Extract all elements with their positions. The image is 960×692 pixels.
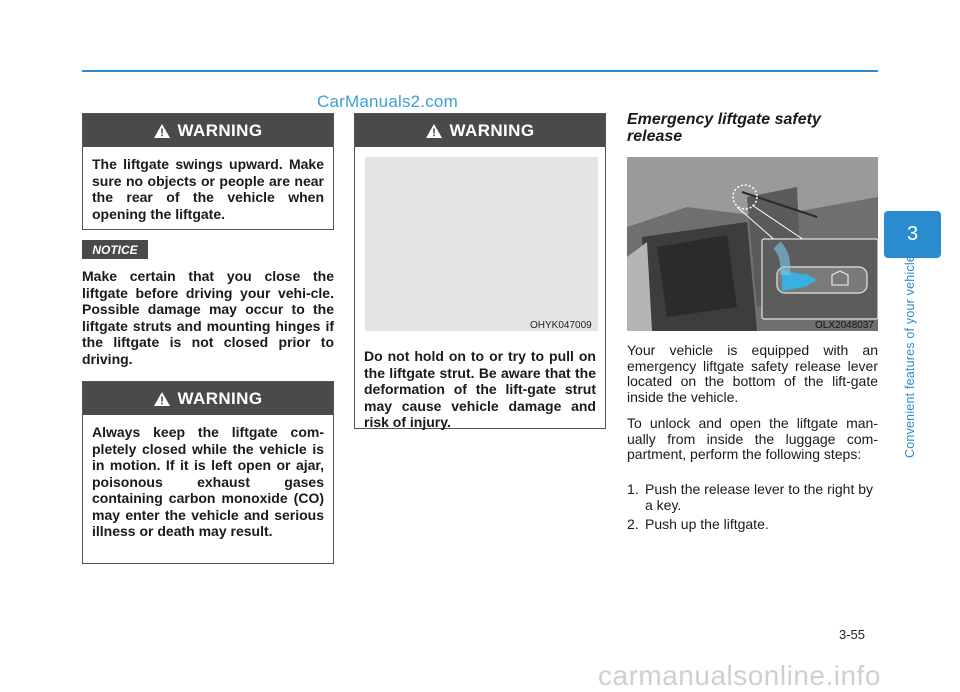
step-text: Push the release lever to the right by a key.	[645, 481, 874, 513]
warning-box-keep-closed	[82, 381, 334, 564]
strut-illustration	[365, 157, 598, 331]
step-number: 1.	[627, 481, 639, 497]
warning-header	[83, 382, 333, 415]
chapter-title: Convenient features of your vehicle	[903, 255, 917, 458]
warning-text: Do not hold on to or try to pull on the liftgate strut. Be aware that the deformation of the lift-gate strut may cause vehicle damage and risk of injury.	[364, 348, 596, 430]
step-text: Push up the liftgate.	[645, 516, 769, 532]
watermark-top[interactable]: CarManuals2.com	[317, 92, 458, 111]
warning-header	[83, 114, 333, 147]
image-code: OLX2048037	[815, 320, 874, 331]
step-number: 2.	[627, 516, 639, 532]
paragraph-1: Your vehicle is equipped with an emergency liftgate safety release lever located on the bottom of the lift-gate inside the vehicle.	[627, 342, 878, 405]
chapter-tab[interactable]: 3	[884, 211, 941, 258]
warning-triangle-icon	[426, 124, 442, 138]
warning-text: The liftgate swings upward. Make sure no objects or people are near the rear of the vehicle when opening the liftgate.	[92, 156, 324, 222]
top-rule	[82, 70, 878, 72]
warning-title: WARNING	[449, 120, 535, 140]
step-1	[627, 482, 878, 513]
warning-header	[355, 114, 605, 147]
liftgate-release-photo	[627, 157, 878, 331]
warning-title: WARNING	[177, 120, 263, 140]
paragraph-2: To unlock and open the liftgate man-ually from inside the luggage com-partment, perform the following steps:	[627, 415, 878, 462]
warning-text: Always keep the liftgate com-pletely closed while the vehicle is in motion. If it is left open or ajar, poisonous exhaust gases containing carbon monoxide (CO) may enter the vehicle and serious illness or death may result.	[92, 424, 324, 539]
warning-triangle-icon	[154, 392, 170, 406]
section-title: Emergency liftgate safety release	[627, 111, 821, 145]
warning-title: WARNING	[177, 388, 263, 408]
step-2	[627, 517, 878, 533]
warning-box-liftgate-swing	[82, 113, 334, 230]
notice-text: Make certain that you close the liftgate before driving your vehi-cle. Possible damage may occur to the liftgate struts and mounting hinges if the liftgate is not closed prior to driving.	[82, 268, 334, 367]
notice-badge: NOTICE	[82, 240, 148, 259]
warning-triangle-icon	[154, 124, 170, 138]
page-number: 3-55	[839, 627, 866, 642]
image-code: OHYK047009	[530, 320, 592, 331]
watermark-bottom[interactable]: carmanualsonline.info	[598, 660, 881, 691]
